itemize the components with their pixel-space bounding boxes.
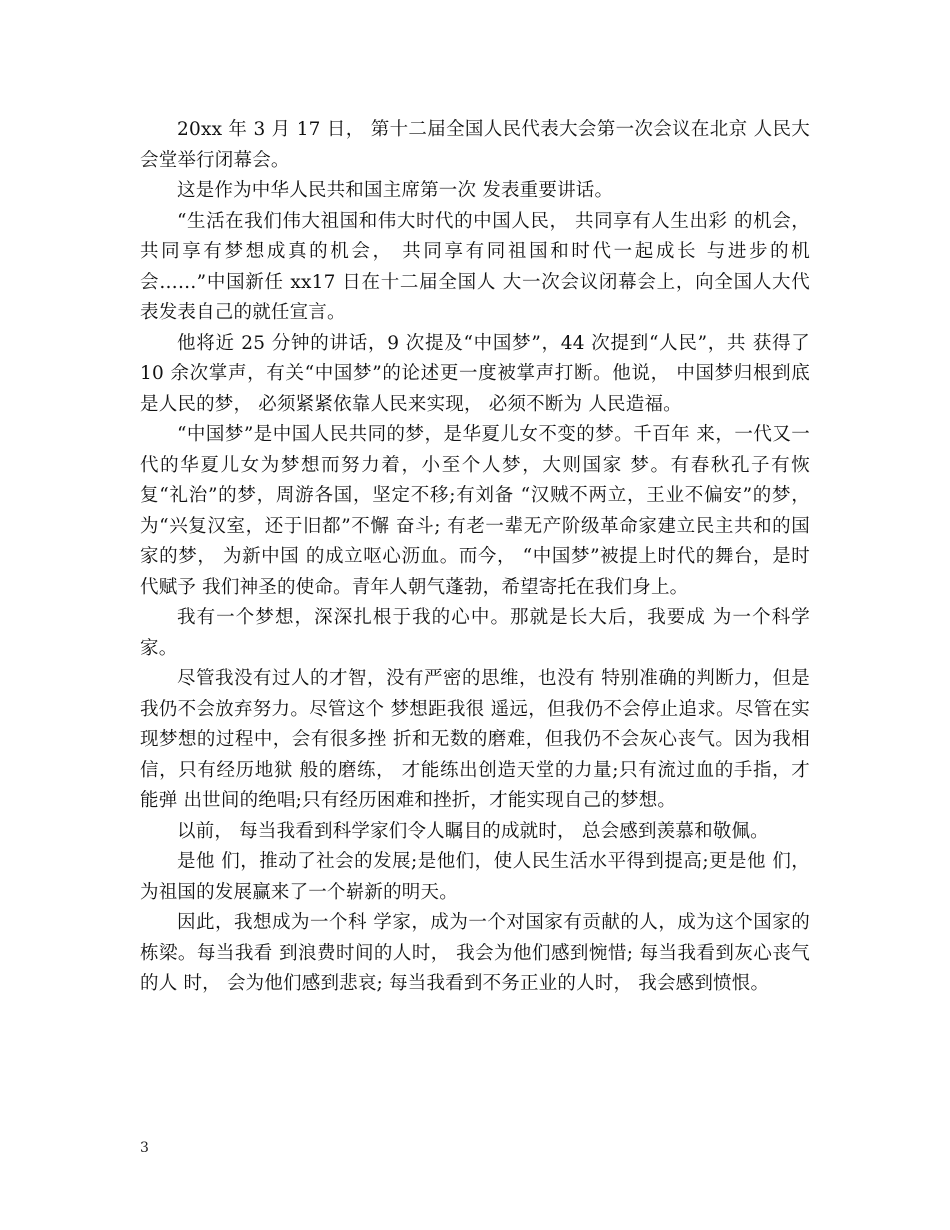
- paragraph: 他将近 25 分钟的讲话，9 次提及“中国梦”，44 次提到“人民”，共 获得了 10 余次掌声，有关“中国梦”的论述更一度被掌声打断。他说， 中国梦归根到底是人民的梦， 必须紧紧依靠人民来实现， 必须不断为 人民造福。: [140, 332, 810, 415]
- paragraph: 尽管我没有过人的才智，没有严密的思维，也没有 特别准确的判断力，但是我仍不会放弃努力。尽管这个 梦想距我很 遥远，但我仍不会停止追求。尽管在实现梦想的过程中，会有很多挫 折和无数的磨难，但我仍不会灰心丧气。因为我相信，只有经历地狱 般的磨练， 才能练出创造天堂的力量;只有流过血的手指，才能弹 出世间的绝唱;只有经历困难和挫折，才能实现自己的梦想。: [140, 668, 810, 811]
- document-body: [140, 115, 810, 1000]
- paragraph: “生活在我们伟大祖国和伟大时代的中国人民， 共同享有人生出彩 的机会，共同享有梦想成真的机会， 共同享有同祖国和时代一起成长 与进步的机会……”中国新任 xx17 日在十二届全国人 大一次会议闭幕会上，向全国人大代表发表自己的就任宣言。: [140, 210, 810, 323]
- paragraph: 20xx 年 3 月 17 日， 第十二届全国人民代表大会第一次会议在北京 人民大会堂举行闭幕会。: [140, 119, 810, 171]
- paragraph: 我有一个梦想，深深扎根于我的心中。那就是长大后，我要成 为一个科学家。: [140, 607, 810, 659]
- paragraph: 这是作为中华人民共和国主席第一次 发表重要讲话。: [177, 180, 614, 201]
- page-number: 3: [140, 1140, 149, 1156]
- paragraph: 以前， 每当我看到科学家们令人瞩目的成就时， 总会感到羡慕和敬佩。: [177, 820, 769, 842]
- paragraph: 因此，我想成为一个科 学家，成为一个对国家有贡献的人，成为这个国家的栋梁。每当我看 到浪费时间的人时， 我会为他们感到惋惜; 每当我看到灰心丧气的人 时， 会为他们感到悲哀; 每当我看到不务正业的人时， 我会感到愤恨。: [140, 912, 810, 994]
- paragraph: 是他 们，推动了社会的发展;是他们，使人民生活水平得到提高;更是他 们，为祖国的发展赢来了一个崭新的明天。: [140, 851, 810, 903]
- paragraph: “中国梦”是中国人民共同的梦，是华夏儿女不变的梦。千百年 来，一代又一代的华夏儿女为梦想而努力着，小至个人梦，大则国家 梦。有春秋孔子有恢复“礼治”的梦，周游各国，坚定不移;有刘备 “汉贼不两立，王业不偏安”的梦，为“兴复汉室，还于旧都”不懈 奋斗; 有老一辈无产阶级革命家建立民主共和的国家的梦， 为新中国 的成立呕心沥血。而今， “中国梦”被提上时代的舞台，是时代赋予 我们神圣的使命。青年人朝气蓬勃，希望寄托在我们身上。: [140, 424, 810, 598]
